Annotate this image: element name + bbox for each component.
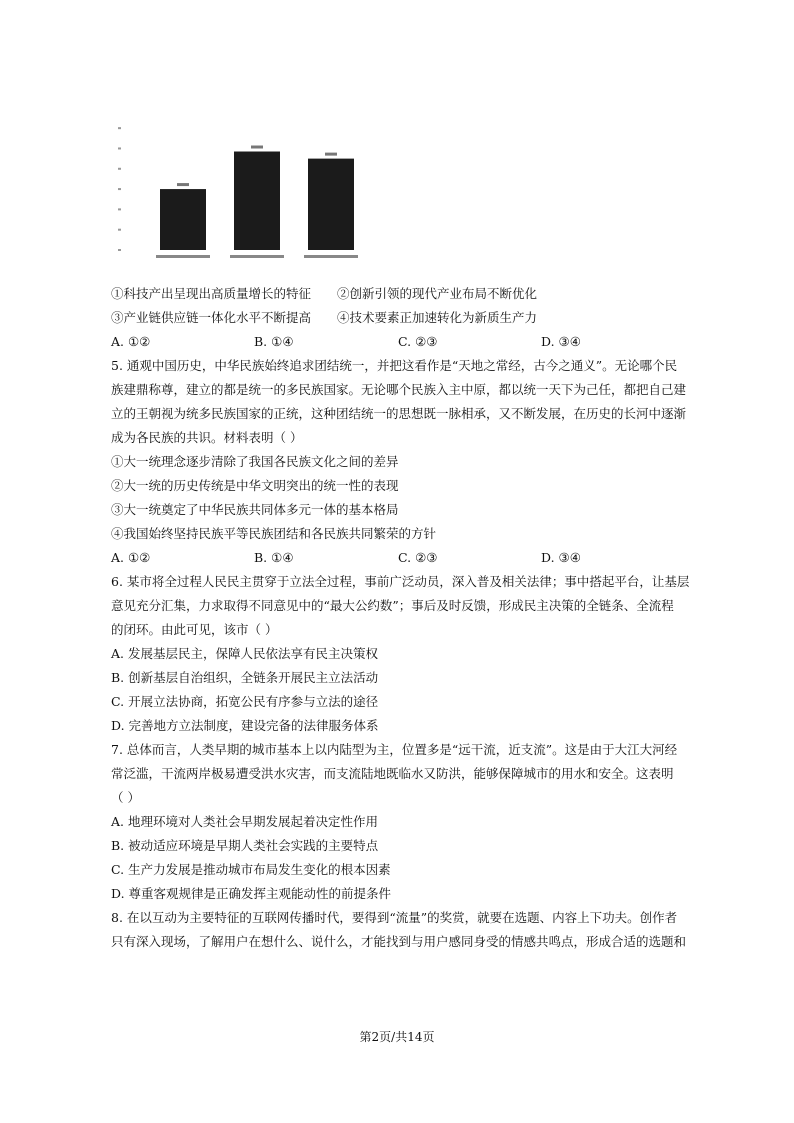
y-tick-mark	[118, 168, 121, 170]
choice-b[interactable]: B. ①④	[254, 334, 294, 349]
q5-stem-line: 5. 通观中国历史，中华民族始终追求团结统一，并把这看作是“天地之常经，古今之通义”。无论哪个民	[111, 358, 678, 373]
choice-b[interactable]: B. ①④	[254, 550, 294, 565]
q7-stem-line: （ ）	[111, 790, 140, 805]
bar-value-label	[251, 146, 263, 149]
choice-a[interactable]: A. ①②	[111, 334, 151, 349]
q6-choice-d[interactable]: D. 完善地方立法制度，建设完备的法律服务体系	[111, 718, 379, 733]
q5-stem-line: 族建鼎称尊，建立的都是统一的多民族国家。无论哪个民族入主中原，都以统一天下为己任，都把自己建	[111, 382, 687, 397]
y-tick-mark	[118, 147, 121, 149]
q6-stem-line: 意见充分汇集，力求取得不同意见中的“最大公约数”；事后及时反馈，形成民主决策的全链条、全流程	[111, 598, 674, 613]
q6-stem-line: 的闭环。由此可见，该市（ ）	[111, 622, 278, 637]
q6-stem-line: 6. 某市将全过程人民民主贯穿于立法全过程，事前广泛动员，深入普及相关法律；事中搭起平台，让基层	[111, 574, 690, 589]
q7-stem-line: 7. 总体而言，人类早期的城市基本上以内陆型为主，位置多是“远干流，近支流”。这是由于大江大河经	[111, 742, 678, 757]
y-tick-mark	[118, 249, 121, 251]
q5-statement-1: ①大一统理念逐步清除了我国各民族文化之间的差异	[111, 454, 399, 469]
q7-choice-a[interactable]: A. 地理环境对人类社会早期发展起着决定性作用	[111, 814, 378, 829]
q5-statement-3: ③大一统奠定了中华民族共同体多元一体的基本格局	[111, 502, 399, 517]
page-number: 第2页/共14页	[359, 1030, 435, 1044]
q5-answer-choices	[111, 550, 711, 566]
q7-choice-d[interactable]: D. 尊重客观规律是正确发挥主观能动性的前提条件	[111, 886, 392, 901]
bar	[234, 152, 280, 250]
bar-chart	[108, 108, 398, 278]
q4-statement-4: ④技术要素正加速转化为新质生产力	[337, 310, 538, 325]
q4-options-row-2	[111, 310, 711, 326]
choice-d[interactable]: D. ③④	[541, 550, 581, 565]
q4-answer-choices	[111, 334, 711, 350]
choice-c[interactable]: C. ②③	[398, 550, 438, 565]
bar	[308, 159, 354, 250]
q5-stem-line: 成为各民族的共识。材料表明（ ）	[111, 430, 303, 445]
q5-statement-4: ④我国始终坚持民族平等民族团结和各民族共同繁荣的方针	[111, 526, 437, 541]
choice-c[interactable]: C. ②③	[398, 334, 438, 349]
q6-choice-a[interactable]: A. 发展基层民主，保障人民依法享有民主决策权	[111, 646, 378, 661]
bar-value-label	[325, 153, 337, 156]
bar-value-label	[177, 183, 189, 186]
q7-choice-c[interactable]: C. 生产力发展是推动城市布局发生变化的根本因素	[111, 862, 391, 877]
q6-choice-c[interactable]: C. 开展立法协商，拓宽公民有序参与立法的途径	[111, 694, 379, 709]
q4-statement-1: ①科技产出呈现出高质量增长的特征	[111, 286, 312, 301]
choice-a[interactable]: A. ①②	[111, 550, 151, 565]
q7-choice-b[interactable]: B. 被动适应环境是早期人类社会实践的主要特点	[111, 838, 379, 853]
y-tick-mark	[118, 127, 121, 129]
category-label	[156, 255, 210, 258]
q4-statement-3: ③产业链供应链一体化水平不断提高	[111, 310, 312, 325]
q4-statement-2: ②创新引领的现代产业布局不断优化	[337, 286, 538, 301]
choice-d[interactable]: D. ③④	[541, 334, 581, 349]
q5-statement-2: ②大一统的历史传统是中华文明突出的统一性的表现	[111, 478, 399, 493]
category-label	[230, 255, 284, 258]
q7-stem-line: 常泛滥，干流两岸极易遭受洪水灾害，而支流陆地既临水又防洪，能够保障城市的用水和安全。这表明	[111, 766, 674, 781]
bar	[160, 189, 206, 250]
q6-choice-b[interactable]: B. 创新基层自治组织，全链条开展民主立法活动	[111, 670, 379, 685]
q8-stem-line: 8. 在以互动为主要特征的互联网传播时代，要得到“流量”的奖赏，就要在选题、内容上下功夫。创作者	[111, 910, 678, 925]
y-tick-mark	[118, 188, 121, 190]
q5-stem-line: 立的王朝视为统多民族国家的正统，这种团结统一的思想既一脉相承，又不断发展，在历史的长河中逐渐	[111, 406, 687, 421]
category-label	[304, 255, 358, 258]
y-tick-mark	[118, 208, 121, 210]
q8-stem-line: 只有深入现场，了解用户在想什么、说什么，才能找到与用户感同身受的情感共鸣点，形成合适的选题和	[111, 934, 687, 949]
q4-options-row-1	[111, 286, 711, 302]
y-tick-mark	[118, 229, 121, 231]
